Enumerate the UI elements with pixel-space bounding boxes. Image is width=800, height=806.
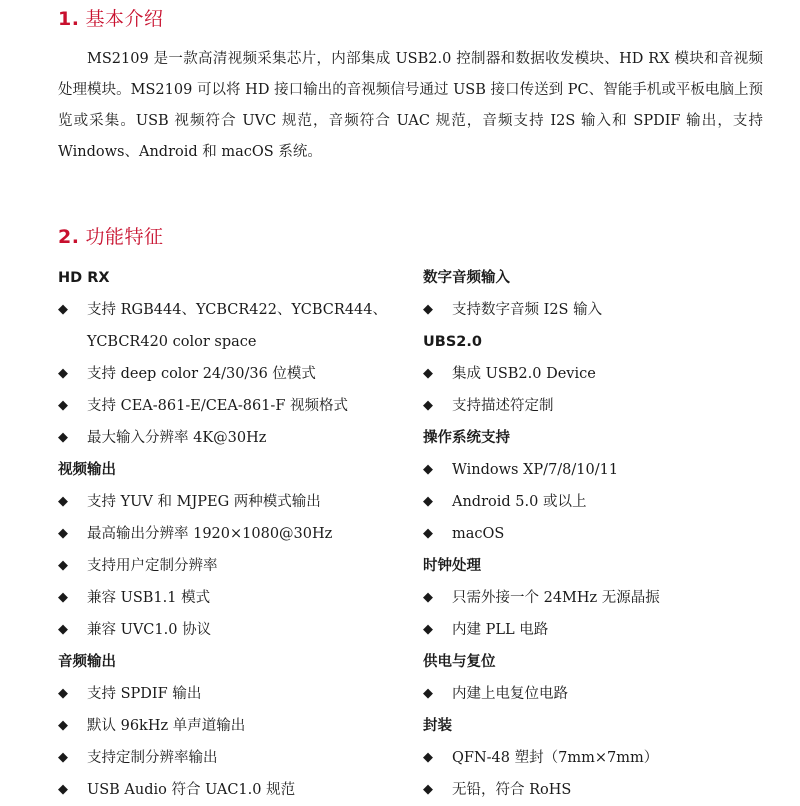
feature-group (423, 422, 773, 550)
feature-group (58, 646, 408, 806)
feature-item (58, 774, 408, 806)
diamond-bullet-icon: ◆ (58, 750, 68, 765)
diamond-bullet-icon: ◆ (58, 686, 68, 701)
diamond-bullet-icon: ◆ (58, 622, 68, 637)
feature-group (423, 646, 773, 710)
feature-item-text: macOS (452, 526, 505, 542)
feature-item-text: 支持描述符定制 (452, 398, 554, 414)
feature-item-text: 无铅，符合 RoHS (452, 782, 572, 798)
feature-item (58, 422, 408, 454)
section-heading-features (58, 222, 163, 249)
feature-item-text: 支持 deep color 24/30/36 位模式 (87, 366, 316, 382)
feature-group (58, 454, 408, 646)
feature-group-title: 数字音频输入 (423, 270, 510, 286)
diamond-bullet-icon: ◆ (423, 366, 433, 381)
diamond-bullet-icon: ◆ (423, 622, 433, 637)
features-left-column (58, 262, 408, 806)
feature-item-text: 集成 USB2.0 Device (452, 366, 596, 382)
diamond-bullet-icon: ◆ (423, 494, 433, 509)
features-right-column (423, 262, 773, 806)
feature-item-text: 内建 PLL 电路 (452, 622, 549, 638)
feature-group (423, 710, 773, 806)
diamond-bullet-icon: ◆ (423, 782, 433, 797)
feature-item-text: 支持 SPDIF 输出 (87, 686, 202, 702)
feature-group-title: 音频输出 (58, 654, 116, 670)
feature-item (58, 358, 408, 390)
feature-item (58, 614, 408, 646)
feature-item (58, 710, 408, 742)
feature-item-text: 支持定制分辨率输出 (87, 750, 218, 766)
feature-item-text: 兼容 USB1.1 模式 (87, 590, 211, 606)
feature-group (423, 326, 773, 422)
section-heading-intro (58, 4, 163, 31)
section-title: 基本介绍 (85, 8, 164, 30)
feature-item-text: 兼容 UVC1.0 协议 (87, 622, 212, 638)
feature-group (423, 550, 773, 646)
feature-item (58, 550, 408, 582)
feature-item (58, 582, 408, 614)
diamond-bullet-icon: ◆ (423, 302, 433, 317)
diamond-bullet-icon: ◆ (423, 750, 433, 765)
diamond-bullet-icon: ◆ (58, 302, 68, 317)
feature-item (423, 518, 773, 550)
feature-item (58, 390, 408, 422)
section-title: 功能特征 (85, 226, 164, 248)
diamond-bullet-icon: ◆ (423, 526, 433, 541)
diamond-bullet-icon: ◆ (58, 526, 68, 541)
feature-group-title: UBS2.0 (423, 334, 482, 350)
feature-item (58, 486, 408, 518)
feature-item-text: 内建上电复位电路 (452, 686, 568, 702)
feature-item-text: 支持用户定制分辨率 (87, 558, 218, 574)
feature-group-title: 操作系统支持 (423, 430, 510, 446)
section-number: 1. (58, 8, 80, 30)
diamond-bullet-icon: ◆ (58, 430, 68, 445)
feature-item (58, 518, 408, 550)
feature-item-text: QFN-48 塑封（7mm×7mm） (452, 750, 659, 766)
feature-item (58, 294, 408, 358)
diamond-bullet-icon: ◆ (58, 494, 68, 509)
feature-item-text: 支持数字音频 I2S 输入 (452, 302, 603, 318)
feature-group-title: 视频输出 (58, 462, 116, 478)
feature-item (423, 390, 773, 422)
feature-item-text: Windows XP/7/8/10/11 (452, 462, 619, 478)
feature-group (423, 262, 773, 326)
feature-item (423, 774, 773, 806)
diamond-bullet-icon: ◆ (423, 686, 433, 701)
feature-item-text: USB Audio 符合 UAC1.0 规范 (87, 782, 296, 798)
feature-item (423, 358, 773, 390)
diamond-bullet-icon: ◆ (423, 398, 433, 413)
feature-item-text: 支持 CEA-861-E/CEA-861-F 视频格式 (87, 398, 348, 414)
diamond-bullet-icon: ◆ (58, 398, 68, 413)
feature-item (423, 486, 773, 518)
diamond-bullet-icon: ◆ (58, 590, 68, 605)
feature-item-text: 最高输出分辨率 1920×1080@30Hz (87, 526, 333, 542)
intro-paragraph: MS2109 是一款高清视频采集芯片，内部集成 USB2.0 控制器和数据收发模块、HD RX 模块和音视频处理模块。MS2109 可以将 HD 接口输出的音视频信号通过 USB 接口传送到 PC、智能手机或平板电脑上预览或采集。USB 视频符合 UVC 规范，音频符合 UAC 规范，音频支持 I2S 输入和 SPDIF 输出，支持 Windows、Android 和 macOS 系统。 (58, 51, 763, 160)
section-number: 2. (58, 226, 80, 248)
feature-item (58, 678, 408, 710)
diamond-bullet-icon: ◆ (423, 462, 433, 477)
diamond-bullet-icon: ◆ (58, 718, 68, 733)
feature-item (423, 294, 773, 326)
feature-item-text: 支持 RGB444、YCBCR422、YCBCR444、YCBCR420 color space (87, 302, 387, 350)
feature-group-title: HD RX (58, 270, 110, 286)
feature-item-text: 只需外接一个 24MHz 无源晶振 (452, 590, 660, 606)
feature-item-text: 最大输入分辨率 4K@30Hz (87, 430, 267, 446)
feature-item (58, 742, 408, 774)
diamond-bullet-icon: ◆ (58, 782, 68, 797)
feature-group (58, 262, 408, 454)
diamond-bullet-icon: ◆ (58, 558, 68, 573)
diamond-bullet-icon: ◆ (423, 590, 433, 605)
feature-item-text: 默认 96kHz 单声道输出 (87, 718, 246, 734)
feature-item (423, 678, 773, 710)
feature-group-title: 时钟处理 (423, 558, 481, 574)
feature-item-text: 支持 YUV 和 MJPEG 两种模式输出 (87, 494, 321, 510)
feature-item (423, 582, 773, 614)
feature-group-title: 供电与复位 (423, 654, 496, 670)
diamond-bullet-icon: ◆ (58, 366, 68, 381)
feature-group-title: 封装 (423, 718, 452, 734)
feature-item (423, 614, 773, 646)
feature-item (423, 454, 773, 486)
feature-item (423, 742, 773, 774)
feature-item-text: Android 5.0 或以上 (452, 494, 587, 510)
